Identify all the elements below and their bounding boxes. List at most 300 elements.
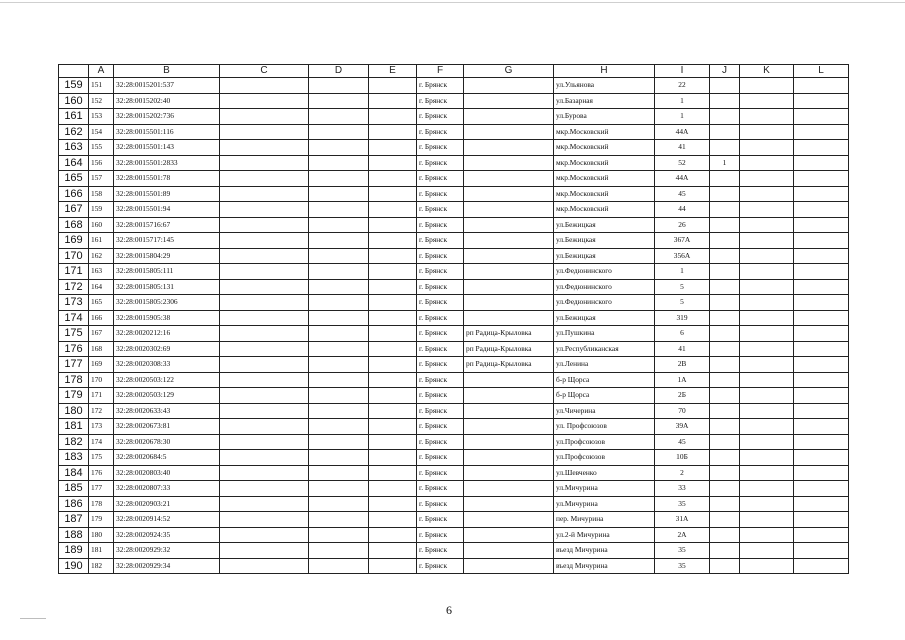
cell-g[interactable]: рп Радица-Крыловка bbox=[464, 357, 554, 373]
cell-g[interactable] bbox=[464, 512, 554, 528]
cell-d[interactable] bbox=[309, 217, 369, 233]
cell-i[interactable]: 10Б bbox=[655, 450, 710, 466]
cell-e[interactable] bbox=[369, 310, 417, 326]
cell-d[interactable] bbox=[309, 295, 369, 311]
cell-k[interactable] bbox=[740, 93, 794, 109]
cell-e[interactable] bbox=[369, 388, 417, 404]
cell-k[interactable] bbox=[740, 155, 794, 171]
cell-b[interactable]: 32:28:0015804:29 bbox=[114, 248, 220, 264]
cell-b[interactable]: 32:28:0020914:52 bbox=[114, 512, 220, 528]
cell-f[interactable]: г. Брянск bbox=[417, 124, 464, 140]
cell-b[interactable]: 32:28:0020633:43 bbox=[114, 403, 220, 419]
cell-i[interactable]: 41 bbox=[655, 341, 710, 357]
cell-h[interactable]: ул.Федюнинского bbox=[554, 264, 655, 280]
cell-c[interactable] bbox=[220, 403, 309, 419]
cell-e[interactable] bbox=[369, 558, 417, 574]
cell-f[interactable]: г. Брянск bbox=[417, 450, 464, 466]
cell-f[interactable]: г. Брянск bbox=[417, 248, 464, 264]
cell-c[interactable] bbox=[220, 78, 309, 94]
row-number[interactable]: 170 bbox=[59, 248, 89, 264]
cell-f[interactable]: г. Брянск bbox=[417, 388, 464, 404]
cell-j[interactable] bbox=[710, 171, 740, 187]
cell-g[interactable] bbox=[464, 527, 554, 543]
cell-g[interactable] bbox=[464, 124, 554, 140]
col-header-d[interactable]: D bbox=[309, 65, 369, 78]
cell-b[interactable]: 32:28:0020684:5 bbox=[114, 450, 220, 466]
row-number[interactable]: 165 bbox=[59, 171, 89, 187]
cell-l[interactable] bbox=[794, 388, 849, 404]
cell-f[interactable]: г. Брянск bbox=[417, 233, 464, 249]
row-number[interactable]: 177 bbox=[59, 357, 89, 373]
cell-j[interactable] bbox=[710, 372, 740, 388]
cell-l[interactable] bbox=[794, 171, 849, 187]
cell-c[interactable] bbox=[220, 202, 309, 218]
cell-d[interactable] bbox=[309, 403, 369, 419]
cell-h[interactable]: ул.Ульянова bbox=[554, 78, 655, 94]
cell-h[interactable]: мкр.Московский bbox=[554, 124, 655, 140]
cell-c[interactable] bbox=[220, 186, 309, 202]
cell-a[interactable]: 152 bbox=[89, 93, 114, 109]
cell-g[interactable] bbox=[464, 202, 554, 218]
cell-l[interactable] bbox=[794, 295, 849, 311]
cell-g[interactable] bbox=[464, 310, 554, 326]
cell-a[interactable]: 157 bbox=[89, 171, 114, 187]
cell-a[interactable]: 151 bbox=[89, 78, 114, 94]
col-header-g[interactable]: G bbox=[464, 65, 554, 78]
cell-e[interactable] bbox=[369, 326, 417, 342]
row-number[interactable]: 159 bbox=[59, 78, 89, 94]
cell-g[interactable] bbox=[464, 543, 554, 559]
cell-a[interactable]: 155 bbox=[89, 140, 114, 156]
row-number[interactable]: 187 bbox=[59, 512, 89, 528]
cell-c[interactable] bbox=[220, 372, 309, 388]
cell-i[interactable]: 35 bbox=[655, 496, 710, 512]
cell-k[interactable] bbox=[740, 202, 794, 218]
cell-j[interactable] bbox=[710, 264, 740, 280]
cell-i[interactable]: 41 bbox=[655, 140, 710, 156]
cell-c[interactable] bbox=[220, 434, 309, 450]
cell-i[interactable]: 39А bbox=[655, 419, 710, 435]
cell-c[interactable] bbox=[220, 450, 309, 466]
cell-k[interactable] bbox=[740, 419, 794, 435]
cell-l[interactable] bbox=[794, 527, 849, 543]
cell-h[interactable]: ул.Профсоюзов bbox=[554, 450, 655, 466]
cell-d[interactable] bbox=[309, 372, 369, 388]
cell-c[interactable] bbox=[220, 326, 309, 342]
cell-k[interactable] bbox=[740, 171, 794, 187]
row-number[interactable]: 178 bbox=[59, 372, 89, 388]
cell-b[interactable]: 32:28:0015805:111 bbox=[114, 264, 220, 280]
cell-h[interactable]: въезд Мичурина bbox=[554, 543, 655, 559]
cell-i[interactable]: 356А bbox=[655, 248, 710, 264]
cell-h[interactable]: ул.Мичурина bbox=[554, 496, 655, 512]
cell-f[interactable]: г. Брянск bbox=[417, 434, 464, 450]
cell-l[interactable] bbox=[794, 403, 849, 419]
col-header-b[interactable]: B bbox=[114, 65, 220, 78]
cell-d[interactable] bbox=[309, 465, 369, 481]
cell-e[interactable] bbox=[369, 186, 417, 202]
cell-b[interactable]: 32:28:0020678:30 bbox=[114, 434, 220, 450]
cell-c[interactable] bbox=[220, 496, 309, 512]
cell-b[interactable]: 32:28:0020308:33 bbox=[114, 357, 220, 373]
cell-i[interactable]: 45 bbox=[655, 434, 710, 450]
row-number[interactable]: 168 bbox=[59, 217, 89, 233]
cell-a[interactable]: 178 bbox=[89, 496, 114, 512]
cell-d[interactable] bbox=[309, 264, 369, 280]
col-header-h[interactable]: H bbox=[554, 65, 655, 78]
cell-l[interactable] bbox=[794, 279, 849, 295]
cell-i[interactable]: 1 bbox=[655, 109, 710, 125]
cell-h[interactable]: ул.Шевченко bbox=[554, 465, 655, 481]
cell-b[interactable]: 32:28:0015202:736 bbox=[114, 109, 220, 125]
cell-h[interactable]: ул.Базарная bbox=[554, 93, 655, 109]
cell-h[interactable]: мкр.Московский bbox=[554, 140, 655, 156]
cell-b[interactable]: 32:28:0020807:33 bbox=[114, 481, 220, 497]
cell-l[interactable] bbox=[794, 109, 849, 125]
cell-f[interactable]: г. Брянск bbox=[417, 512, 464, 528]
cell-b[interactable]: 32:28:0020903:21 bbox=[114, 496, 220, 512]
cell-k[interactable] bbox=[740, 527, 794, 543]
cell-g[interactable] bbox=[464, 78, 554, 94]
cell-b[interactable]: 32:28:0015201:537 bbox=[114, 78, 220, 94]
cell-d[interactable] bbox=[309, 171, 369, 187]
cell-k[interactable] bbox=[740, 481, 794, 497]
row-number[interactable]: 160 bbox=[59, 93, 89, 109]
cell-d[interactable] bbox=[309, 543, 369, 559]
cell-a[interactable]: 156 bbox=[89, 155, 114, 171]
cell-k[interactable] bbox=[740, 279, 794, 295]
cell-c[interactable] bbox=[220, 279, 309, 295]
row-number[interactable]: 164 bbox=[59, 155, 89, 171]
cell-k[interactable] bbox=[740, 217, 794, 233]
cell-g[interactable] bbox=[464, 450, 554, 466]
cell-b[interactable]: 32:28:0015501:78 bbox=[114, 171, 220, 187]
cell-a[interactable]: 162 bbox=[89, 248, 114, 264]
cell-f[interactable]: г. Брянск bbox=[417, 217, 464, 233]
cell-d[interactable] bbox=[309, 388, 369, 404]
cell-d[interactable] bbox=[309, 326, 369, 342]
row-number[interactable]: 182 bbox=[59, 434, 89, 450]
cell-f[interactable]: г. Брянск bbox=[417, 93, 464, 109]
cell-f[interactable]: г. Брянск bbox=[417, 403, 464, 419]
cell-c[interactable] bbox=[220, 465, 309, 481]
col-header-a[interactable]: A bbox=[89, 65, 114, 78]
cell-l[interactable] bbox=[794, 264, 849, 280]
cell-h[interactable]: въезд Мичурина bbox=[554, 558, 655, 574]
cell-d[interactable] bbox=[309, 434, 369, 450]
cell-j[interactable] bbox=[710, 140, 740, 156]
row-number[interactable]: 184 bbox=[59, 465, 89, 481]
cell-f[interactable]: г. Брянск bbox=[417, 295, 464, 311]
row-number[interactable]: 161 bbox=[59, 109, 89, 125]
cell-j[interactable] bbox=[710, 341, 740, 357]
cell-b[interactable]: 32:28:0020503:122 bbox=[114, 372, 220, 388]
cell-l[interactable] bbox=[794, 450, 849, 466]
cell-h[interactable]: ул.Бежицкая bbox=[554, 310, 655, 326]
cell-a[interactable]: 168 bbox=[89, 341, 114, 357]
cell-a[interactable]: 174 bbox=[89, 434, 114, 450]
cell-e[interactable] bbox=[369, 264, 417, 280]
cell-j[interactable] bbox=[710, 357, 740, 373]
cell-e[interactable] bbox=[369, 403, 417, 419]
cell-c[interactable] bbox=[220, 124, 309, 140]
cell-f[interactable]: г. Брянск bbox=[417, 171, 464, 187]
cell-g[interactable] bbox=[464, 388, 554, 404]
cell-i[interactable]: 5 bbox=[655, 295, 710, 311]
cell-b[interactable]: 32:28:0015501:89 bbox=[114, 186, 220, 202]
cell-h[interactable]: мкр.Московский bbox=[554, 186, 655, 202]
cell-h[interactable]: мкр.Московский bbox=[554, 171, 655, 187]
cell-k[interactable] bbox=[740, 341, 794, 357]
cell-i[interactable]: 319 bbox=[655, 310, 710, 326]
cell-e[interactable] bbox=[369, 496, 417, 512]
cell-a[interactable]: 181 bbox=[89, 543, 114, 559]
cell-d[interactable] bbox=[309, 279, 369, 295]
cell-i[interactable]: 44 bbox=[655, 202, 710, 218]
cell-g[interactable] bbox=[464, 233, 554, 249]
cell-h[interactable]: ул.Бежицкая bbox=[554, 217, 655, 233]
cell-l[interactable] bbox=[794, 543, 849, 559]
cell-l[interactable] bbox=[794, 357, 849, 373]
cell-c[interactable] bbox=[220, 558, 309, 574]
cell-c[interactable] bbox=[220, 155, 309, 171]
cell-d[interactable] bbox=[309, 527, 369, 543]
cell-a[interactable]: 166 bbox=[89, 310, 114, 326]
cell-j[interactable]: 1 bbox=[710, 155, 740, 171]
cell-a[interactable]: 171 bbox=[89, 388, 114, 404]
cell-j[interactable] bbox=[710, 124, 740, 140]
cell-g[interactable]: рп Радица-Крыловка bbox=[464, 341, 554, 357]
cell-g[interactable] bbox=[464, 481, 554, 497]
cell-f[interactable]: г. Брянск bbox=[417, 419, 464, 435]
cell-a[interactable]: 172 bbox=[89, 403, 114, 419]
cell-f[interactable]: г. Брянск bbox=[417, 558, 464, 574]
row-number[interactable]: 179 bbox=[59, 388, 89, 404]
cell-i[interactable]: 70 bbox=[655, 403, 710, 419]
cell-e[interactable] bbox=[369, 527, 417, 543]
cell-d[interactable] bbox=[309, 202, 369, 218]
cell-j[interactable] bbox=[710, 434, 740, 450]
cell-c[interactable] bbox=[220, 419, 309, 435]
cell-f[interactable]: г. Брянск bbox=[417, 140, 464, 156]
cell-j[interactable] bbox=[710, 233, 740, 249]
cell-h[interactable]: б-р Щорса bbox=[554, 388, 655, 404]
cell-b[interactable]: 32:28:0020929:32 bbox=[114, 543, 220, 559]
cell-b[interactable]: 32:28:0015501:2833 bbox=[114, 155, 220, 171]
row-number[interactable]: 185 bbox=[59, 481, 89, 497]
row-number[interactable]: 172 bbox=[59, 279, 89, 295]
cell-l[interactable] bbox=[794, 372, 849, 388]
cell-h[interactable]: ул.Мичурина bbox=[554, 481, 655, 497]
cell-b[interactable]: 32:28:0015905:38 bbox=[114, 310, 220, 326]
col-header-c[interactable]: C bbox=[220, 65, 309, 78]
cell-g[interactable] bbox=[464, 558, 554, 574]
cell-a[interactable]: 154 bbox=[89, 124, 114, 140]
cell-f[interactable]: г. Брянск bbox=[417, 279, 464, 295]
cell-k[interactable] bbox=[740, 186, 794, 202]
cell-a[interactable]: 165 bbox=[89, 295, 114, 311]
cell-j[interactable] bbox=[710, 248, 740, 264]
cell-j[interactable] bbox=[710, 186, 740, 202]
cell-l[interactable] bbox=[794, 434, 849, 450]
cell-e[interactable] bbox=[369, 465, 417, 481]
cell-i[interactable]: 2 bbox=[655, 465, 710, 481]
cell-k[interactable] bbox=[740, 124, 794, 140]
cell-l[interactable] bbox=[794, 248, 849, 264]
cell-a[interactable]: 170 bbox=[89, 372, 114, 388]
cell-l[interactable] bbox=[794, 558, 849, 574]
cell-j[interactable] bbox=[710, 388, 740, 404]
cell-k[interactable] bbox=[740, 326, 794, 342]
cell-d[interactable] bbox=[309, 93, 369, 109]
cell-b[interactable]: 32:28:0020302:69 bbox=[114, 341, 220, 357]
cell-e[interactable] bbox=[369, 450, 417, 466]
cell-k[interactable] bbox=[740, 233, 794, 249]
cell-e[interactable] bbox=[369, 341, 417, 357]
cell-l[interactable] bbox=[794, 512, 849, 528]
cell-j[interactable] bbox=[710, 326, 740, 342]
cell-a[interactable]: 173 bbox=[89, 419, 114, 435]
cell-e[interactable] bbox=[369, 248, 417, 264]
col-header-e[interactable]: E bbox=[369, 65, 417, 78]
cell-l[interactable] bbox=[794, 481, 849, 497]
cell-h[interactable]: ул.Ленина bbox=[554, 357, 655, 373]
cell-c[interactable] bbox=[220, 264, 309, 280]
cell-b[interactable]: 32:28:0020212:16 bbox=[114, 326, 220, 342]
cell-j[interactable] bbox=[710, 93, 740, 109]
cell-b[interactable]: 32:28:0020503:129 bbox=[114, 388, 220, 404]
cell-i[interactable]: 2А bbox=[655, 527, 710, 543]
cell-c[interactable] bbox=[220, 217, 309, 233]
cell-c[interactable] bbox=[220, 140, 309, 156]
cell-c[interactable] bbox=[220, 248, 309, 264]
cell-h[interactable]: ул.Чичерина bbox=[554, 403, 655, 419]
cell-g[interactable] bbox=[464, 372, 554, 388]
cell-f[interactable]: г. Брянск bbox=[417, 481, 464, 497]
cell-g[interactable] bbox=[464, 155, 554, 171]
cell-a[interactable]: 164 bbox=[89, 279, 114, 295]
cell-g[interactable] bbox=[464, 279, 554, 295]
cell-f[interactable]: г. Брянск bbox=[417, 357, 464, 373]
cell-f[interactable]: г. Брянск bbox=[417, 155, 464, 171]
cell-a[interactable]: 175 bbox=[89, 450, 114, 466]
cell-i[interactable]: 367А bbox=[655, 233, 710, 249]
cell-h[interactable]: ул. Профсоюзов bbox=[554, 419, 655, 435]
cell-j[interactable] bbox=[710, 310, 740, 326]
cell-a[interactable]: 177 bbox=[89, 481, 114, 497]
col-header-i[interactable]: I bbox=[655, 65, 710, 78]
cell-i[interactable]: 35 bbox=[655, 543, 710, 559]
cell-e[interactable] bbox=[369, 78, 417, 94]
cell-c[interactable] bbox=[220, 310, 309, 326]
cell-e[interactable] bbox=[369, 295, 417, 311]
cell-l[interactable] bbox=[794, 155, 849, 171]
cell-f[interactable]: г. Брянск bbox=[417, 310, 464, 326]
cell-i[interactable]: 6 bbox=[655, 326, 710, 342]
cell-f[interactable]: г. Брянск bbox=[417, 465, 464, 481]
cell-b[interactable]: 32:28:0015202:40 bbox=[114, 93, 220, 109]
cell-e[interactable] bbox=[369, 124, 417, 140]
cell-e[interactable] bbox=[369, 202, 417, 218]
cell-c[interactable] bbox=[220, 357, 309, 373]
cell-j[interactable] bbox=[710, 496, 740, 512]
cell-b[interactable]: 32:28:0015501:143 bbox=[114, 140, 220, 156]
cell-g[interactable] bbox=[464, 419, 554, 435]
cell-i[interactable]: 2Б bbox=[655, 388, 710, 404]
cell-e[interactable] bbox=[369, 171, 417, 187]
cell-k[interactable] bbox=[740, 465, 794, 481]
cell-c[interactable] bbox=[220, 512, 309, 528]
cell-i[interactable]: 26 bbox=[655, 217, 710, 233]
col-header-l[interactable]: L bbox=[794, 65, 849, 78]
cell-d[interactable] bbox=[309, 450, 369, 466]
col-header-j[interactable]: J bbox=[710, 65, 740, 78]
cell-d[interactable] bbox=[309, 124, 369, 140]
cell-b[interactable]: 32:28:0020924:35 bbox=[114, 527, 220, 543]
cell-l[interactable] bbox=[794, 202, 849, 218]
row-number[interactable]: 175 bbox=[59, 326, 89, 342]
cell-g[interactable] bbox=[464, 109, 554, 125]
cell-k[interactable] bbox=[740, 310, 794, 326]
cell-k[interactable] bbox=[740, 388, 794, 404]
cell-k[interactable] bbox=[740, 264, 794, 280]
cell-j[interactable] bbox=[710, 558, 740, 574]
cell-l[interactable] bbox=[794, 341, 849, 357]
cell-f[interactable]: г. Брянск bbox=[417, 78, 464, 94]
cell-h[interactable]: ул.Республиканская bbox=[554, 341, 655, 357]
cell-a[interactable]: 179 bbox=[89, 512, 114, 528]
cell-a[interactable]: 153 bbox=[89, 109, 114, 125]
cell-b[interactable]: 32:28:0015716:67 bbox=[114, 217, 220, 233]
cell-j[interactable] bbox=[710, 403, 740, 419]
cell-g[interactable] bbox=[464, 496, 554, 512]
cell-k[interactable] bbox=[740, 372, 794, 388]
row-number[interactable]: 181 bbox=[59, 419, 89, 435]
cell-g[interactable] bbox=[464, 434, 554, 450]
cell-b[interactable]: 32:28:0020803:40 bbox=[114, 465, 220, 481]
cell-j[interactable] bbox=[710, 419, 740, 435]
cell-h[interactable]: ул.2-й Мичурина bbox=[554, 527, 655, 543]
cell-b[interactable]: 32:28:0015501:116 bbox=[114, 124, 220, 140]
cell-d[interactable] bbox=[309, 481, 369, 497]
cell-g[interactable] bbox=[464, 248, 554, 264]
row-number[interactable]: 183 bbox=[59, 450, 89, 466]
cell-d[interactable] bbox=[309, 512, 369, 528]
cell-a[interactable]: 158 bbox=[89, 186, 114, 202]
cell-h[interactable]: ул.Пушкина bbox=[554, 326, 655, 342]
cell-d[interactable] bbox=[309, 341, 369, 357]
row-number[interactable]: 173 bbox=[59, 295, 89, 311]
cell-b[interactable]: 32:28:0015805:2306 bbox=[114, 295, 220, 311]
cell-a[interactable]: 180 bbox=[89, 527, 114, 543]
cell-e[interactable] bbox=[369, 419, 417, 435]
cell-d[interactable] bbox=[309, 186, 369, 202]
cell-j[interactable] bbox=[710, 465, 740, 481]
cell-h[interactable]: ул.Бурова bbox=[554, 109, 655, 125]
cell-k[interactable] bbox=[740, 248, 794, 264]
row-number[interactable]: 188 bbox=[59, 527, 89, 543]
cell-a[interactable]: 161 bbox=[89, 233, 114, 249]
cell-f[interactable]: г. Брянск bbox=[417, 543, 464, 559]
cell-f[interactable]: г. Брянск bbox=[417, 372, 464, 388]
cell-d[interactable] bbox=[309, 419, 369, 435]
cell-c[interactable] bbox=[220, 171, 309, 187]
cell-l[interactable] bbox=[794, 78, 849, 94]
cell-f[interactable]: г. Брянск bbox=[417, 527, 464, 543]
row-number[interactable]: 163 bbox=[59, 140, 89, 156]
cell-h[interactable]: пер. Мичурина bbox=[554, 512, 655, 528]
cell-g[interactable] bbox=[464, 403, 554, 419]
